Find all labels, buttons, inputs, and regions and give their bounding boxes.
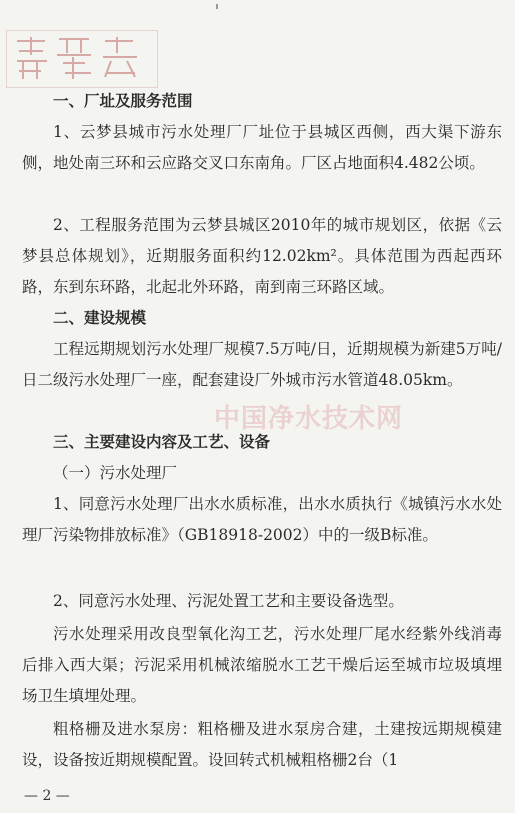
- section-heading-construction: 三、主要建设内容及工艺、设备: [53, 433, 271, 451]
- watermark-text: 中国净水技术网: [214, 404, 404, 434]
- paragraph-effluent-standard: 1、同意污水处理厂出水水质标准，出水水质执行《城镇污水水处理厂污染物排放标准》（GB18918-2002）中的一级B标准。: [22, 495, 502, 544]
- paragraph-process-approval: 2、同意污水处理、污泥处置工艺和主要设备选型。: [53, 592, 404, 610]
- official-seal-stamp: [6, 30, 158, 88]
- paragraph-process-description: 污水处理采用改良型氧化沟工艺，污水处理厂尾水经紫外线消毒后排入西大渠；污泥采用机械浓缩脱水工艺干燥后运至城市垃圾填埋场卫生填埋处理。: [22, 625, 502, 705]
- paragraph-service-area: 2、工程服务范围为云梦县城区2010年的城市规划区，依据《云梦县总体规划》，近期服务面积约12.02km²。具体范围为西起西环路，东到东环路，北起北外环路，南到南三环路区域。: [22, 216, 502, 296]
- subsection-heading-plant: （一）污水处理厂: [53, 464, 178, 482]
- section-heading-scale: 二、建设规模: [53, 309, 147, 327]
- paragraph-scale: 工程远期规划污水处理厂规模7.5万吨/日，近期规模为新建5万吨/日二级污水处理厂一座，配套建设厂外城市污水管道48.05km。: [22, 340, 502, 389]
- paragraph-site-location: 1、云梦县城市污水处理厂厂址位于县城区西侧，西大渠下游东侧，地处南三环和云应路交叉口东南角。厂区占地面积4.482公顷。: [22, 123, 502, 172]
- section-heading-site: 一、厂址及服务范围: [53, 92, 193, 110]
- page-number: — 2 —: [24, 788, 70, 804]
- scan-mark: [216, 4, 218, 9]
- paragraph-screen-pump-house: 粗格栅及进水泵房：粗格栅及进水泵房合建，土建按远期规模建设，设备按近期规模配置。设回转式机械粗格栅2台（1: [22, 720, 502, 769]
